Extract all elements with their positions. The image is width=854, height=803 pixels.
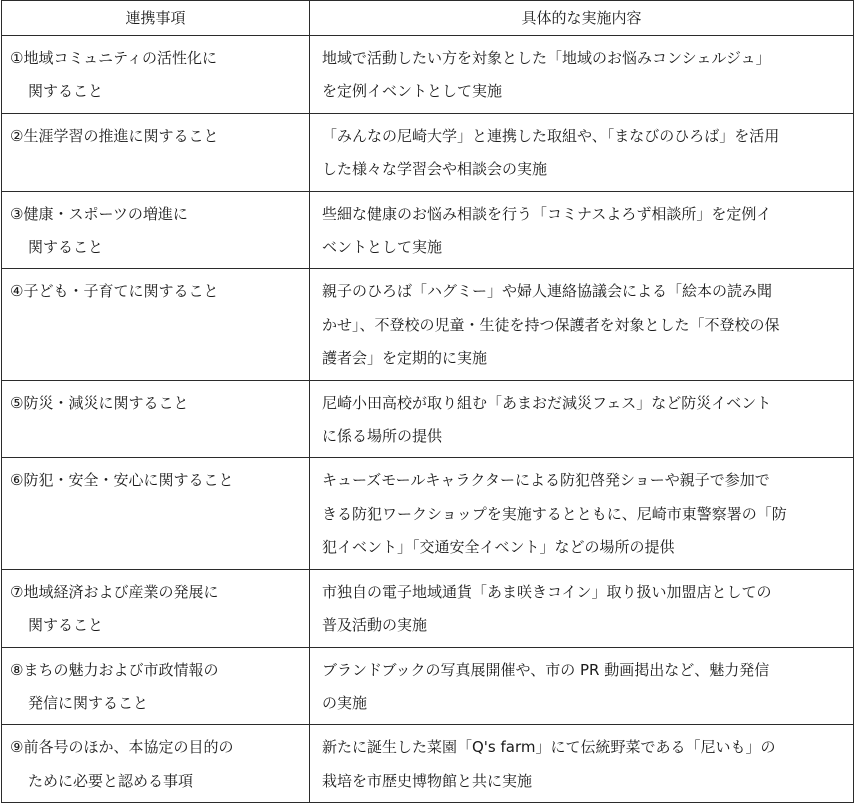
item-line: ③健康・スポーツの増進に (10, 204, 188, 223)
implementation-content (310, 569, 854, 647)
content-line: 市独自の電子地域通貨「あま咲きコイン」取り扱い加盟店としての (322, 582, 772, 601)
content-line: を定例イベントとして実施 (322, 82, 503, 101)
table-header-row (2, 1, 854, 36)
cooperation-item (2, 380, 310, 458)
content-line: 地域で活動したい方を対象とした「地域のお悩みコンシェルジュ」 (322, 49, 771, 67)
implementation-content (310, 113, 854, 191)
item-line: ために必要と認める事項 (28, 771, 194, 790)
content-line: した様々な学習会や相談会の実施 (322, 160, 548, 179)
cooperation-item (2, 36, 310, 114)
table-row (2, 647, 854, 725)
item-line: 関すること (28, 238, 104, 257)
table-row (2, 569, 854, 647)
item-line: ④子ども・子育てに関すること (10, 282, 219, 301)
implementation-content (310, 458, 854, 569)
item-line: ⑦地域経済および産業の発展に (10, 582, 219, 601)
implementation-content (310, 36, 854, 114)
cooperation-item (2, 458, 310, 569)
table-row (2, 113, 854, 191)
content-line: 犯イベント」「交通安全イベント」などの場所の提供 (322, 538, 675, 557)
item-line: 発信に関すること (28, 693, 149, 712)
content-line: 「みんなの尼崎大学」と連携した取組や、「まなびのひろば」を活用 (322, 126, 780, 145)
implementation-content (310, 380, 854, 458)
table-row (2, 269, 854, 380)
table-row (2, 725, 854, 803)
content-line: ベントとして実施 (322, 238, 443, 257)
content-line: 護者会」を定期的に実施 (322, 349, 488, 368)
item-line: ⑨前各号のほか、本協定の目的の (10, 738, 234, 757)
item-line: ⑤防災・減災に関すること (10, 393, 189, 412)
table-row (2, 458, 854, 569)
content-line: 栽培を市歴史博物館と共に実施 (322, 771, 533, 790)
item-line: ②生涯学習の推進に関すること (10, 126, 219, 145)
content-line: に係る場所の提供 (322, 427, 443, 446)
content-line: 些細な健康のお悩み相談を行う「コミナスよろず相談所」を定例イ (322, 204, 772, 223)
cooperation-item (2, 569, 310, 647)
table-row (2, 36, 854, 114)
content-line: かせ」、不登校の児童・生徒を持つ保護者を対象とした「不登校の保 (322, 315, 780, 334)
item-line: 関すること (28, 616, 104, 635)
content-line: きる防犯ワークショップを実施するとともに、尼崎市東警察署の「防 (322, 504, 787, 523)
content-line: の実施 (322, 693, 368, 712)
item-line: ①地域コミュニティの活性化に (10, 49, 217, 67)
content-line: 普及活動の実施 (322, 616, 428, 635)
content-line: 親子のひろば「ハグミー」や婦人連絡協議会による「絵本の読み聞 (322, 282, 773, 301)
table-row (2, 380, 854, 458)
cooperation-item (2, 647, 310, 725)
implementation-content (310, 725, 854, 803)
header-implementation-content: 具体的な実施内容 (310, 1, 854, 36)
content-line: 尼崎小田高校が取り組む「あまおだ減災フェス」など防災イベント (322, 393, 772, 412)
cooperation-item (2, 269, 310, 380)
header-cooperation-item: 連携事項 (2, 1, 310, 36)
item-line: ⑥防犯・安全・安心に関すること (10, 471, 234, 490)
cooperation-table (1, 0, 854, 803)
table-row (2, 191, 854, 269)
item-line: 関すること (28, 82, 104, 101)
item-line: ⑧まちの魅力および市政情報の (10, 660, 219, 679)
cooperation-item (2, 113, 310, 191)
implementation-content (310, 191, 854, 269)
content-line: 新たに誕生した菜園「Q's farm」にて伝統野菜である「尼いも」の (322, 738, 776, 757)
cooperation-item (2, 725, 310, 803)
implementation-content (310, 269, 854, 380)
content-line: キューズモールキャラクターによる防犯啓発ショーや親子で参加で (322, 471, 770, 490)
cooperation-item (2, 191, 310, 269)
content-line: ブランドブックの写真展開催や、市の PR 動画掲出など、魅力発信 (322, 660, 770, 679)
implementation-content (310, 647, 854, 725)
